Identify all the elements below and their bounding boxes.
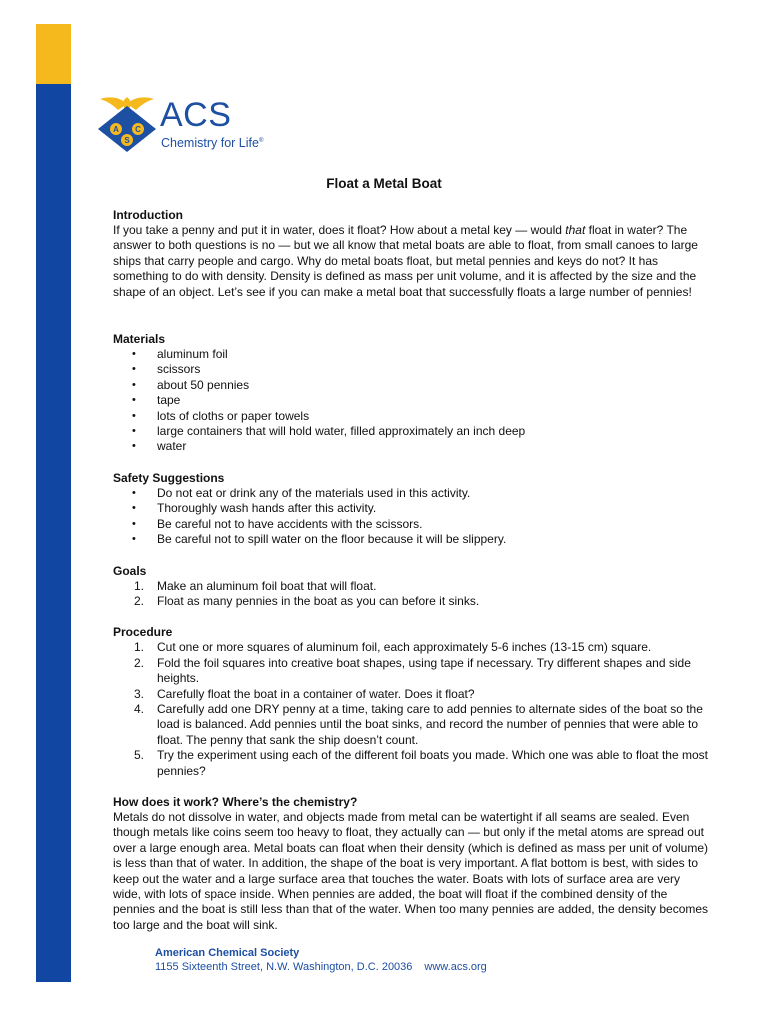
list-item: • large containers that will hold water, filled approximately an inch deep	[113, 424, 709, 439]
document-title: Float a Metal Boat	[326, 176, 442, 191]
procedure-list	[113, 640, 709, 779]
procedure-section	[113, 625, 709, 779]
safety-list	[113, 486, 709, 548]
procedure-heading: Procedure	[113, 625, 173, 640]
list-item: 5. Try the experiment using each of the different foil boats you made. Which one was able to float the most pennies?	[134, 748, 708, 778]
acs-logo	[94, 96, 294, 158]
list-item: 2. Float as many pennies in the boat as you can before it sinks.	[134, 593, 480, 608]
list-item: 1. Cut one or more squares of aluminum foil, each approximately 5-6 inches (13-15 cm) square.	[134, 640, 652, 655]
goals-section	[113, 564, 709, 610]
materials-section	[113, 332, 709, 455]
svg-text:S: S	[124, 136, 130, 145]
list-item: • aluminum foil	[113, 347, 709, 362]
logo-tagline: Chemistry for Life®	[161, 136, 264, 151]
safety-heading: Safety Suggestions	[113, 470, 225, 485]
svg-text:C: C	[135, 125, 141, 134]
list-item: • Be careful not to have accidents with the scissors.	[113, 517, 709, 532]
footer-contact	[155, 960, 487, 974]
safety-section	[113, 471, 709, 548]
footer-org: American Chemical Society	[155, 947, 300, 959]
logo-wordmark: ACS	[160, 96, 232, 134]
list-item: 4. Carefully add one DRY penny at a time, taking care to add pennies to alternate sides of the boat so the load is balanced. Add pennies until the boat sinks, and record the number of pennies that were able to float. The penny that sank the ship doesn’t count.	[134, 701, 703, 747]
introduction-heading: Introduction	[113, 208, 183, 222]
list-item: 2. Fold the foil squares into creative boat shapes, using tape if necessary. Try different shapes and side heights.	[134, 655, 691, 686]
chemistry-heading: How does it work? Where’s the chemistry?	[113, 794, 358, 809]
document-body	[113, 208, 709, 933]
list-item: • about 50 pennies	[113, 378, 709, 393]
list-item: • Be careful not to spill water on the floor because it will be slippery.	[113, 532, 709, 547]
list-item: 1. Make an aluminum foil boat that will float.	[134, 578, 377, 593]
list-item: 3. Carefully float the boat in a container of water. Does it float?	[134, 686, 475, 701]
introduction-text: If you take a penny and put it in water, does it float? How about a metal key — would that float in water? The answer to both questions is no — but we all know that metal boats are able to float, from small canoes to large ships that carry people and cargo. Why do metal boats float, but metal pennies and keys do not? It has something to do with density. Density is defined as mass per unit volume, and it is affected by the size and the shape of an object. Let’s see if you can make a metal boat that successfully floats a large number of pennies!	[113, 223, 698, 299]
acs-emblem-icon	[94, 96, 160, 158]
page-footer	[155, 946, 487, 974]
list-item: • lots of cloths or paper towels	[113, 409, 709, 424]
goals-list	[113, 579, 709, 610]
list-item: • water	[113, 439, 709, 454]
goals-heading: Goals	[113, 563, 147, 578]
list-item: • scissors	[113, 362, 709, 377]
footer-website-link[interactable]: www.acs.org	[424, 961, 487, 973]
materials-heading: Materials	[113, 332, 166, 347]
list-item: • Thoroughly wash hands after this activity.	[113, 501, 709, 516]
introduction-section	[113, 208, 709, 300]
chemistry-section	[113, 795, 709, 933]
list-item: • tape	[113, 393, 709, 408]
svg-text:A: A	[113, 125, 119, 134]
accent-bar-yellow	[36, 24, 71, 84]
footer-address: 1155 Sixteenth Street, N.W. Washington, D.C. 20036	[155, 961, 413, 973]
chemistry-text: Metals do not dissolve in water, and objects made from metal can be watertight if all seams are sealed. Even though metals like coins seem too heavy to float, they actually can — but only if the metal atoms are spread out over a large enough area. Metal boats can float when their density (which is defined as mass per unit of volume) is less than that of water. In addition, the shape of the boat is very important. A flat bottom is best, with sides to keep out the water and a large surface area that touches the water. Boats with lots of surface area are very wide, with lots of space inside. When pennies are added, the boat will float if the combined density of the pennies and the boat is still less than that of the water. When too many pennies are added, the density becomes too large and the boat will sink.	[113, 809, 709, 932]
list-item: • Do not eat or drink any of the materials used in this activity.	[113, 486, 709, 501]
accent-bar-blue	[36, 84, 71, 982]
materials-list	[113, 347, 709, 455]
